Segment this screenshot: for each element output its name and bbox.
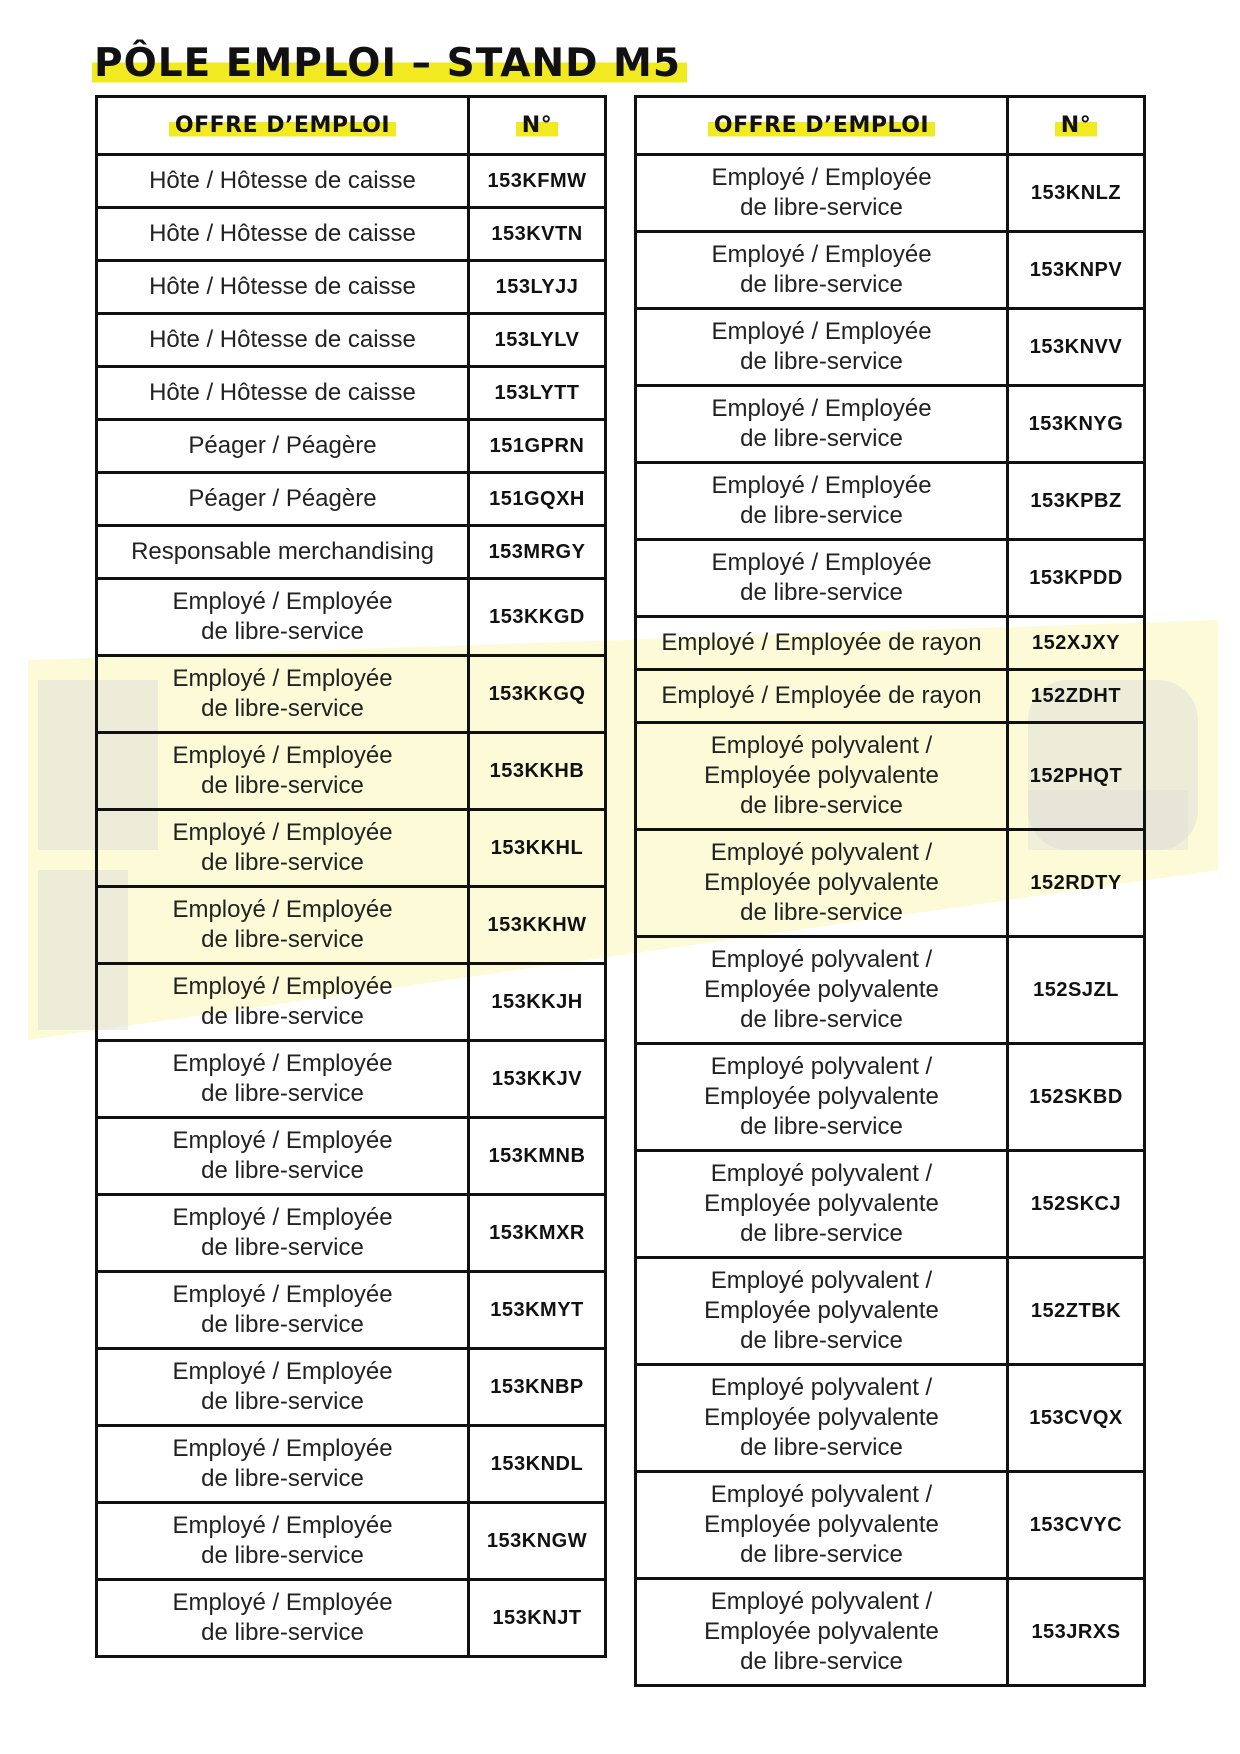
- offer-number: 153KPDD: [1008, 540, 1145, 617]
- job-offer-row: [97, 1349, 606, 1426]
- offer-number: 152ZDHT: [1008, 670, 1145, 723]
- job-offer-row: [636, 830, 1145, 937]
- job-offer-row: [636, 617, 1145, 670]
- job-title: Employé polyvalent / Employée polyvalente de libre-service: [636, 1258, 1008, 1365]
- job-title: Employé / Employée de libre-service: [97, 1272, 469, 1349]
- job-offer-row: [97, 733, 606, 810]
- job-offer-row: [636, 155, 1145, 232]
- offer-number: 152PHQT: [1008, 723, 1145, 830]
- offer-number: 151GQXH: [469, 473, 606, 526]
- job-title: Hôte / Hôtesse de caisse: [97, 261, 469, 314]
- offer-number: 153KFMW: [469, 155, 606, 208]
- job-title: Employé / Employée de libre-service: [97, 1503, 469, 1580]
- job-offer-row: [97, 1580, 606, 1657]
- job-title: Employé polyvalent / Employée polyvalente de libre-service: [636, 830, 1008, 937]
- job-title: Employé / Employée de libre-service: [97, 1041, 469, 1118]
- job-offer-row: [97, 964, 606, 1041]
- job-offer-row: [636, 386, 1145, 463]
- offer-number: 153KNJT: [469, 1580, 606, 1657]
- job-title: Péager / Péagère: [97, 420, 469, 473]
- job-title: Employé / Employée de libre-service: [97, 656, 469, 733]
- job-title: Employé / Employée de libre-service: [97, 733, 469, 810]
- job-title: Employé polyvalent / Employée polyvalente de libre-service: [636, 1579, 1008, 1686]
- job-offer-row: [97, 367, 606, 420]
- job-offer-row: [636, 309, 1145, 386]
- job-offer-row: [97, 887, 606, 964]
- job-title: Péager / Péagère: [97, 473, 469, 526]
- job-offer-row: [97, 314, 606, 367]
- offer-number: 152SJZL: [1008, 937, 1145, 1044]
- job-offer-row: [97, 261, 606, 314]
- job-offer-row: [97, 810, 606, 887]
- job-offer-row: [636, 1044, 1145, 1151]
- offer-number: 153CVQX: [1008, 1365, 1145, 1472]
- offer-column-header: OFFRE D’EMPLOI: [97, 97, 469, 155]
- job-offer-row: [636, 723, 1145, 830]
- offer-number: 153KMYT: [469, 1272, 606, 1349]
- job-title: Employé polyvalent / Employée polyvalente de libre-service: [636, 723, 1008, 830]
- job-offer-row: [97, 579, 606, 656]
- job-offers-list: [97, 155, 606, 1657]
- offer-number: 153KNPV: [1008, 232, 1145, 309]
- offer-number: 153LYLV: [469, 314, 606, 367]
- job-title: Employé / Employée de libre-service: [97, 1580, 469, 1657]
- job-offer-row: [636, 1258, 1145, 1365]
- job-title: Employé / Employée de libre-service: [636, 232, 1008, 309]
- offer-column-header: OFFRE D’EMPLOI: [636, 97, 1008, 155]
- offer-number: 153KNDL: [469, 1426, 606, 1503]
- job-title: Employé polyvalent / Employée polyvalente de libre-service: [636, 937, 1008, 1044]
- offer-number: 152SKCJ: [1008, 1151, 1145, 1258]
- job-title: Hôte / Hôtesse de caisse: [97, 155, 469, 208]
- offer-number: 153KKGQ: [469, 656, 606, 733]
- job-offer-row: [97, 1426, 606, 1503]
- job-offer-row: [636, 1579, 1145, 1686]
- job-title: Employé / Employée de libre-service: [97, 1118, 469, 1195]
- job-offer-row: [636, 1472, 1145, 1579]
- offer-number: 153MRGY: [469, 526, 606, 579]
- offer-number: 153KKHL: [469, 810, 606, 887]
- job-title: Responsable merchandising: [97, 526, 469, 579]
- job-title: Employé / Employée de rayon: [636, 617, 1008, 670]
- offer-number: 153KKJH: [469, 964, 606, 1041]
- offer-number: 153KKJV: [469, 1041, 606, 1118]
- job-offer-row: [97, 526, 606, 579]
- offer-number: 153KNVV: [1008, 309, 1145, 386]
- job-offer-row: [636, 232, 1145, 309]
- job-offer-row: [97, 1041, 606, 1118]
- job-offer-row: [636, 463, 1145, 540]
- offer-number: 152RDTY: [1008, 830, 1145, 937]
- page-title: PÔLE EMPLOI – STAND M5: [92, 40, 687, 88]
- offer-number: 153KMNB: [469, 1118, 606, 1195]
- job-title: Employé / Employée de libre-service: [636, 155, 1008, 232]
- job-title: Employé polyvalent / Employée polyvalente de libre-service: [636, 1365, 1008, 1472]
- table-header-row: [97, 97, 606, 155]
- job-title: Hôte / Hôtesse de caisse: [97, 314, 469, 367]
- job-title: Employé polyvalent / Employée polyvalente de libre-service: [636, 1044, 1008, 1151]
- job-title: Employé / Employée de libre-service: [97, 964, 469, 1041]
- job-offer-row: [97, 656, 606, 733]
- job-offer-row: [636, 1365, 1145, 1472]
- job-title: Employé / Employée de libre-service: [636, 463, 1008, 540]
- job-offers-table-left: [95, 95, 607, 1658]
- offer-number: 153KKGD: [469, 579, 606, 656]
- offer-number: 153LYJJ: [469, 261, 606, 314]
- job-offer-row: [97, 473, 606, 526]
- job-offer-row: [97, 420, 606, 473]
- offer-number: 153JRXS: [1008, 1579, 1145, 1686]
- offer-number: 153KKHW: [469, 887, 606, 964]
- offer-number: 153KNBP: [469, 1349, 606, 1426]
- job-title: Employé / Employée de libre-service: [636, 386, 1008, 463]
- job-title: Hôte / Hôtesse de caisse: [97, 367, 469, 420]
- job-title: Employé / Employée de rayon: [636, 670, 1008, 723]
- job-offer-row: [97, 1195, 606, 1272]
- job-offers-table-right: [634, 95, 1146, 1687]
- job-offer-row: [636, 937, 1145, 1044]
- job-title: Employé / Employée de libre-service: [97, 1195, 469, 1272]
- job-title: Employé / Employée de libre-service: [97, 1426, 469, 1503]
- job-offer-row: [97, 1118, 606, 1195]
- offer-number: 153KNLZ: [1008, 155, 1145, 232]
- job-offer-row: [97, 208, 606, 261]
- offer-number: 152ZTBK: [1008, 1258, 1145, 1365]
- number-column-header: N°: [469, 97, 606, 155]
- offer-number: 153LYTT: [469, 367, 606, 420]
- offer-number: 153KVTN: [469, 208, 606, 261]
- offer-number: 151GPRN: [469, 420, 606, 473]
- job-title: Employé / Employée de libre-service: [97, 810, 469, 887]
- offer-number: 153CVYC: [1008, 1472, 1145, 1579]
- offer-number: 153KMXR: [469, 1195, 606, 1272]
- job-offer-row: [636, 540, 1145, 617]
- job-offer-row: [636, 670, 1145, 723]
- offer-number: 153KNGW: [469, 1503, 606, 1580]
- number-column-header: N°: [1008, 97, 1145, 155]
- job-offer-row: [636, 1151, 1145, 1258]
- offer-number: 153KNYG: [1008, 386, 1145, 463]
- offer-number: 153KPBZ: [1008, 463, 1145, 540]
- job-title: Employé / Employée de libre-service: [97, 1349, 469, 1426]
- job-offer-row: [97, 155, 606, 208]
- table-header-row: [636, 97, 1145, 155]
- job-title: Employé / Employée de libre-service: [97, 887, 469, 964]
- offer-number: 153KKHB: [469, 733, 606, 810]
- job-title: Employé polyvalent / Employée polyvalente de libre-service: [636, 1151, 1008, 1258]
- job-title: Employé polyvalent / Employée polyvalente de libre-service: [636, 1472, 1008, 1579]
- job-title: Hôte / Hôtesse de caisse: [97, 208, 469, 261]
- job-offer-row: [97, 1503, 606, 1580]
- job-title: Employé / Employée de libre-service: [97, 579, 469, 656]
- offer-number: 152XJXY: [1008, 617, 1145, 670]
- job-offers-list: [636, 155, 1145, 1686]
- job-offer-row: [97, 1272, 606, 1349]
- job-title: Employé / Employée de libre-service: [636, 540, 1008, 617]
- offer-number: 152SKBD: [1008, 1044, 1145, 1151]
- job-title: Employé / Employée de libre-service: [636, 309, 1008, 386]
